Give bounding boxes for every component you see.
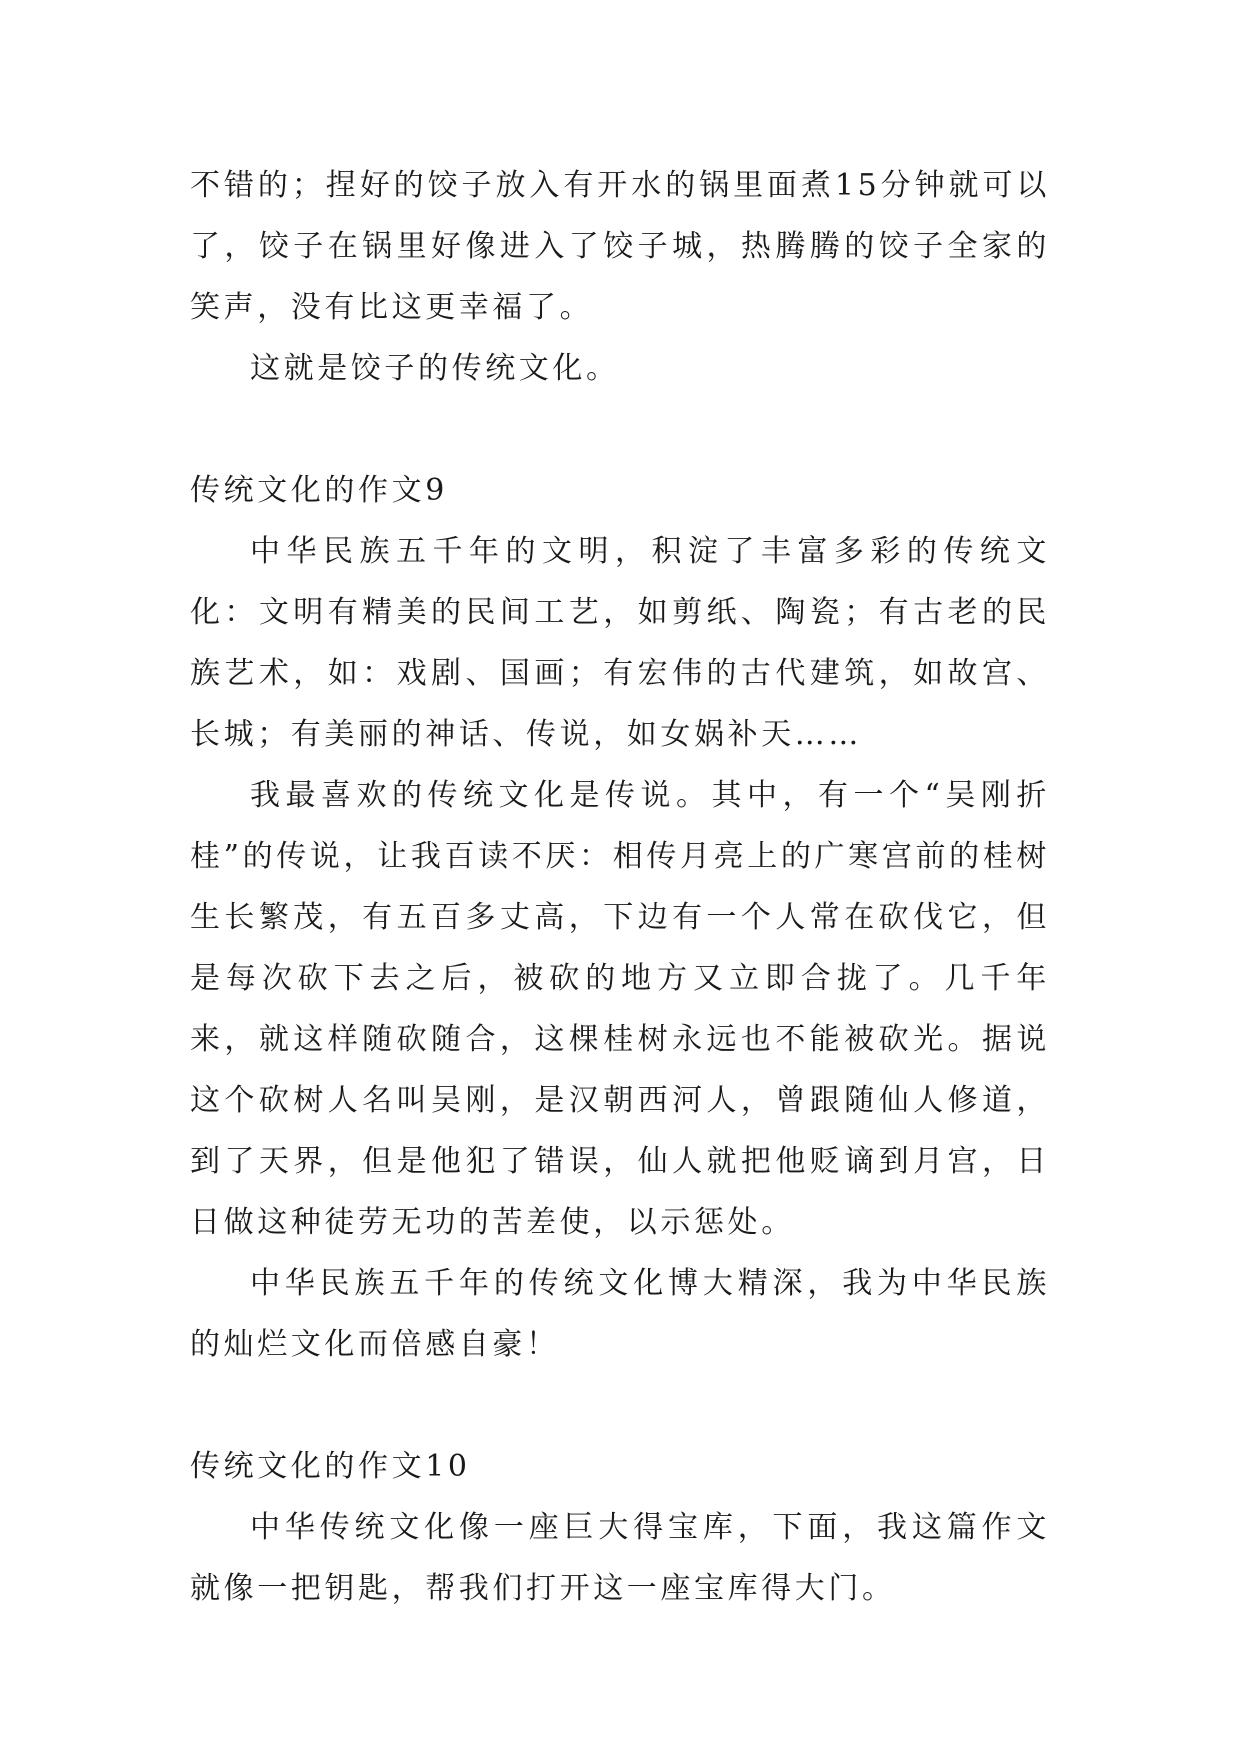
essay-9-paragraph-2: 我最喜欢的传统文化是传说。其中，有一个“吴刚折桂”的传说，让我百读不厌：相传月亮上的广寒宫前的桂树生长繁茂，有五百多丈高，下边有一个人常在砍伐它，但是每次砍下去之后，被砍的地方又立即合拢了。几千年来，就这样随砍随合，这棵桂树永远也不能被砍光。据说这个砍树人名叫吴刚，是汉朝西河人，曾跟随仙人修道，到了天界，但是他犯了错误，仙人就把他贬谪到月宫，日日做这种徒劳无功的苦差使，以示惩处。	[190, 778, 1050, 1240]
document-body	[190, 155, 1050, 1619]
essay-10-paragraph-1: 中华传统文化像一座巨大得宝库，下面，我这篇作文就像一把钥匙，帮我们打开这一座宝库得大门。	[190, 1510, 1050, 1606]
essay-9-paragraph-1: 中华民族五千年的文明，积淀了丰富多彩的传统文化：文明有精美的民间工艺，如剪纸、陶瓷；有古老的民族艺术，如：戏剧、国画；有宏伟的古代建筑，如故宫、长城；有美丽的神话、传说，如女娲补天……	[190, 534, 1050, 752]
essay-9-title: 传统文化的作文9	[190, 473, 448, 508]
paragraph-continued: 不错的；捏好的饺子放入有开水的锅里面煮15分钟就可以了，饺子在锅里好像进入了饺子城，热腾腾的饺子全家的笑声，没有比这更幸福了。	[190, 168, 1050, 325]
essay-9-paragraph-3: 中华民族五千年的传统文化博大精深，我为中华民族的灿烂文化而倍感自豪！	[190, 1266, 1050, 1362]
essay-10-title: 传统文化的作文10	[190, 1449, 471, 1484]
paragraph-conclusion: 这就是饺子的传统文化。	[250, 351, 620, 386]
